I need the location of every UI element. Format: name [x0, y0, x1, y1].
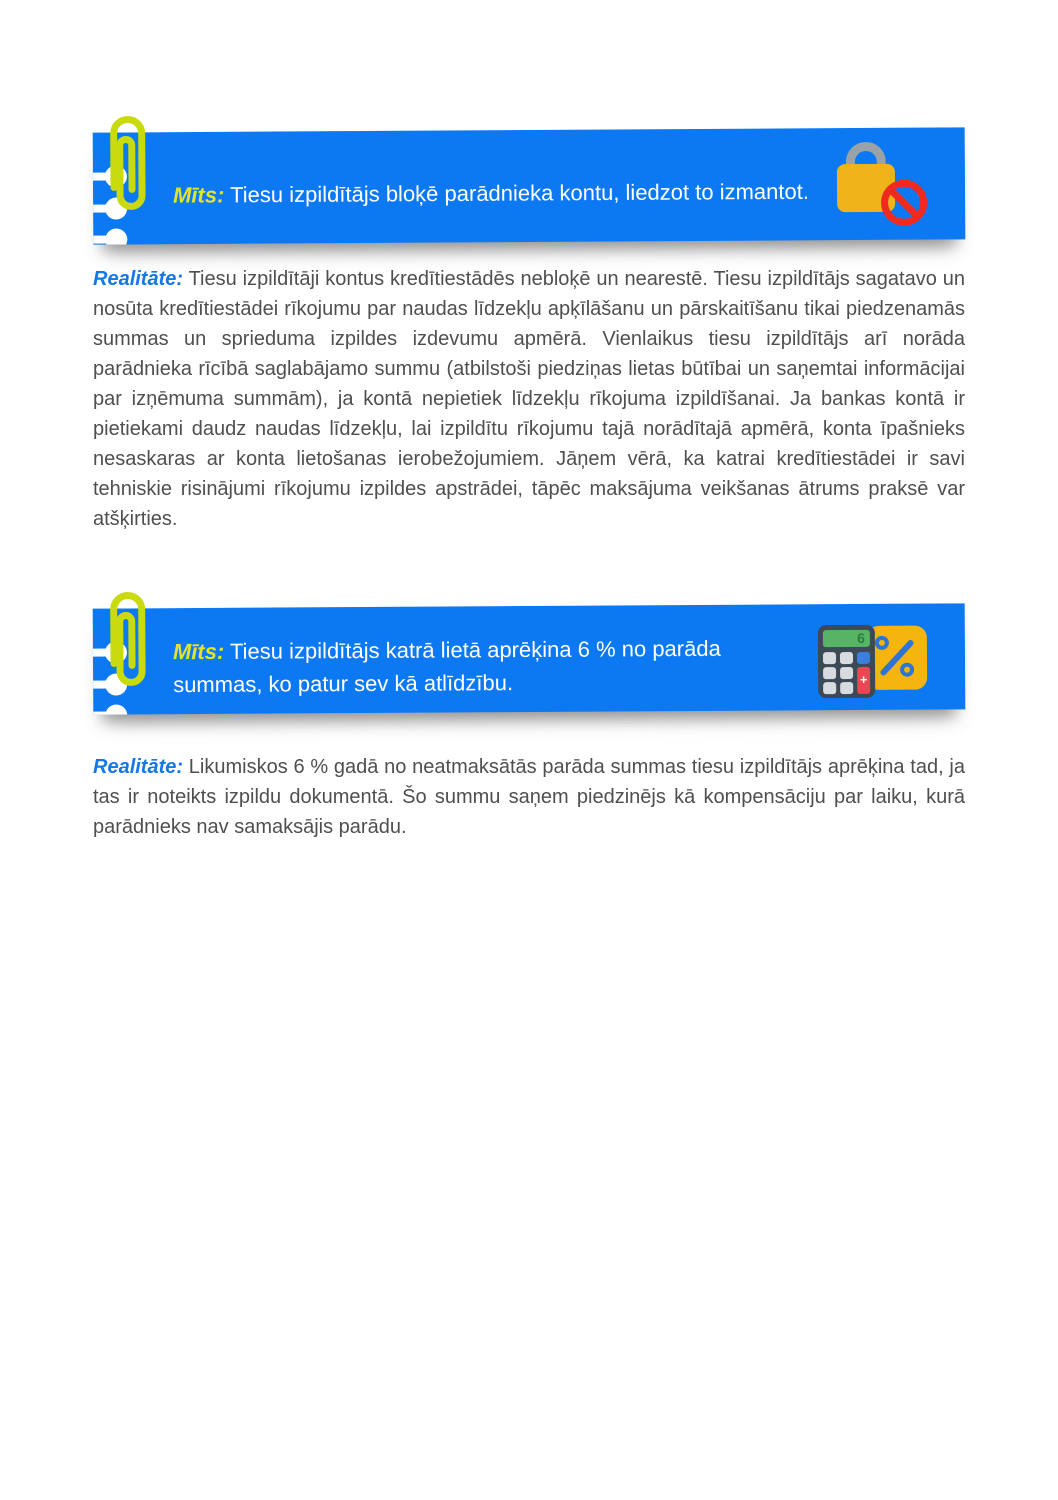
prohibited-slash: [890, 188, 919, 217]
reality-paragraph-1: [93, 264, 965, 534]
reality-paragraph-2: [93, 752, 965, 842]
myth-statement: [173, 632, 773, 702]
myth-text: Tiesu izpildītājs katrā lietā aprēķina 6 % no parāda summas, ko patur sev kā atlīdzību.: [173, 635, 721, 698]
binder-hole-ring: [105, 228, 127, 244]
binder-hole-ring: [105, 704, 127, 714]
calculator-key-plus: +: [857, 667, 870, 694]
binder-hole: [93, 704, 133, 714]
myth-banner-2: [93, 603, 966, 714]
percent-icon: [867, 626, 927, 690]
calculator-key: [823, 652, 836, 664]
calculator-percent-icon: [817, 619, 957, 700]
calculator-key: [840, 682, 853, 694]
reality-label: Realitāte:: [93, 756, 184, 778]
myth-label: Mīts:: [172, 638, 225, 665]
lock-blocked-icon: [833, 141, 946, 232]
calculator-key-blue: [857, 652, 870, 664]
myth-banner-1: [93, 127, 966, 244]
reality-text: Tiesu izpildītāji kontus kredītiestādēs nebloķē un nearestē. Tiesu izpildītājs sagatavo un nosūta kredītiestādei rīkojumu par naudas līdzekļu apķīlāšanu un pārskaitīšanu tikai piedzenamās summas un sprieduma izpildes izdevumu apmērā. Vienlaikus tiesu izpildītājs arī norāda parādnieka rīcībā saglabājamo summu (atbilstoši piedziņas lietas būtībai un saņemtai informācijai par izņēmuma summām), ja kontā nepietiek līdzekļu rīkojuma izpildīšanai. Ja bankas kontā ir pietiekami daudz naudas līdzekļu, lai izpildītu rīkojumu tajā norādītajā apmērā, konta īpašnieks nesaskaras ar konta lietošanas ierobežojumiem. Jāņem vērā, ka katrai kredītiestādei ir savi tehniskie risinājumi rīkojumu izpildes apstrādei, tāpēc maksājuma veikšanas ātrums praksē var atšķirties.: [93, 268, 965, 530]
paperclip-icon: [103, 115, 154, 219]
myth-label: Mīts:: [172, 182, 225, 208]
reality-label: Realitāte:: [93, 268, 184, 290]
percent-ring: [875, 636, 889, 650]
paperclip-icon: [103, 591, 154, 695]
reality-text: Likumiskos 6 % gadā no neatmaksātās parāda summas tiesu izpildītājs aprēķina tad, ja tas ir noteikts izpildu dokumentā. Šo summu saņem piedzinējs kā kompensāciju par laiku, kurā parādnieks nav samaksājis parādu.: [93, 756, 965, 838]
binder-hole: [93, 228, 133, 244]
myth-text: Tiesu izpildītājs bloķē parādnieka kontu, liedzot to izmantot.: [230, 178, 810, 208]
percent-ring: [900, 663, 914, 677]
calculator-key: [840, 667, 853, 679]
calculator-key: [840, 652, 853, 664]
prohibited-icon: [881, 180, 927, 226]
calculator-key: [823, 682, 836, 694]
myth-statement: [173, 175, 825, 212]
calculator-icon: [818, 625, 875, 698]
calculator-display: 6: [823, 630, 870, 647]
calculator-key: [823, 667, 836, 679]
